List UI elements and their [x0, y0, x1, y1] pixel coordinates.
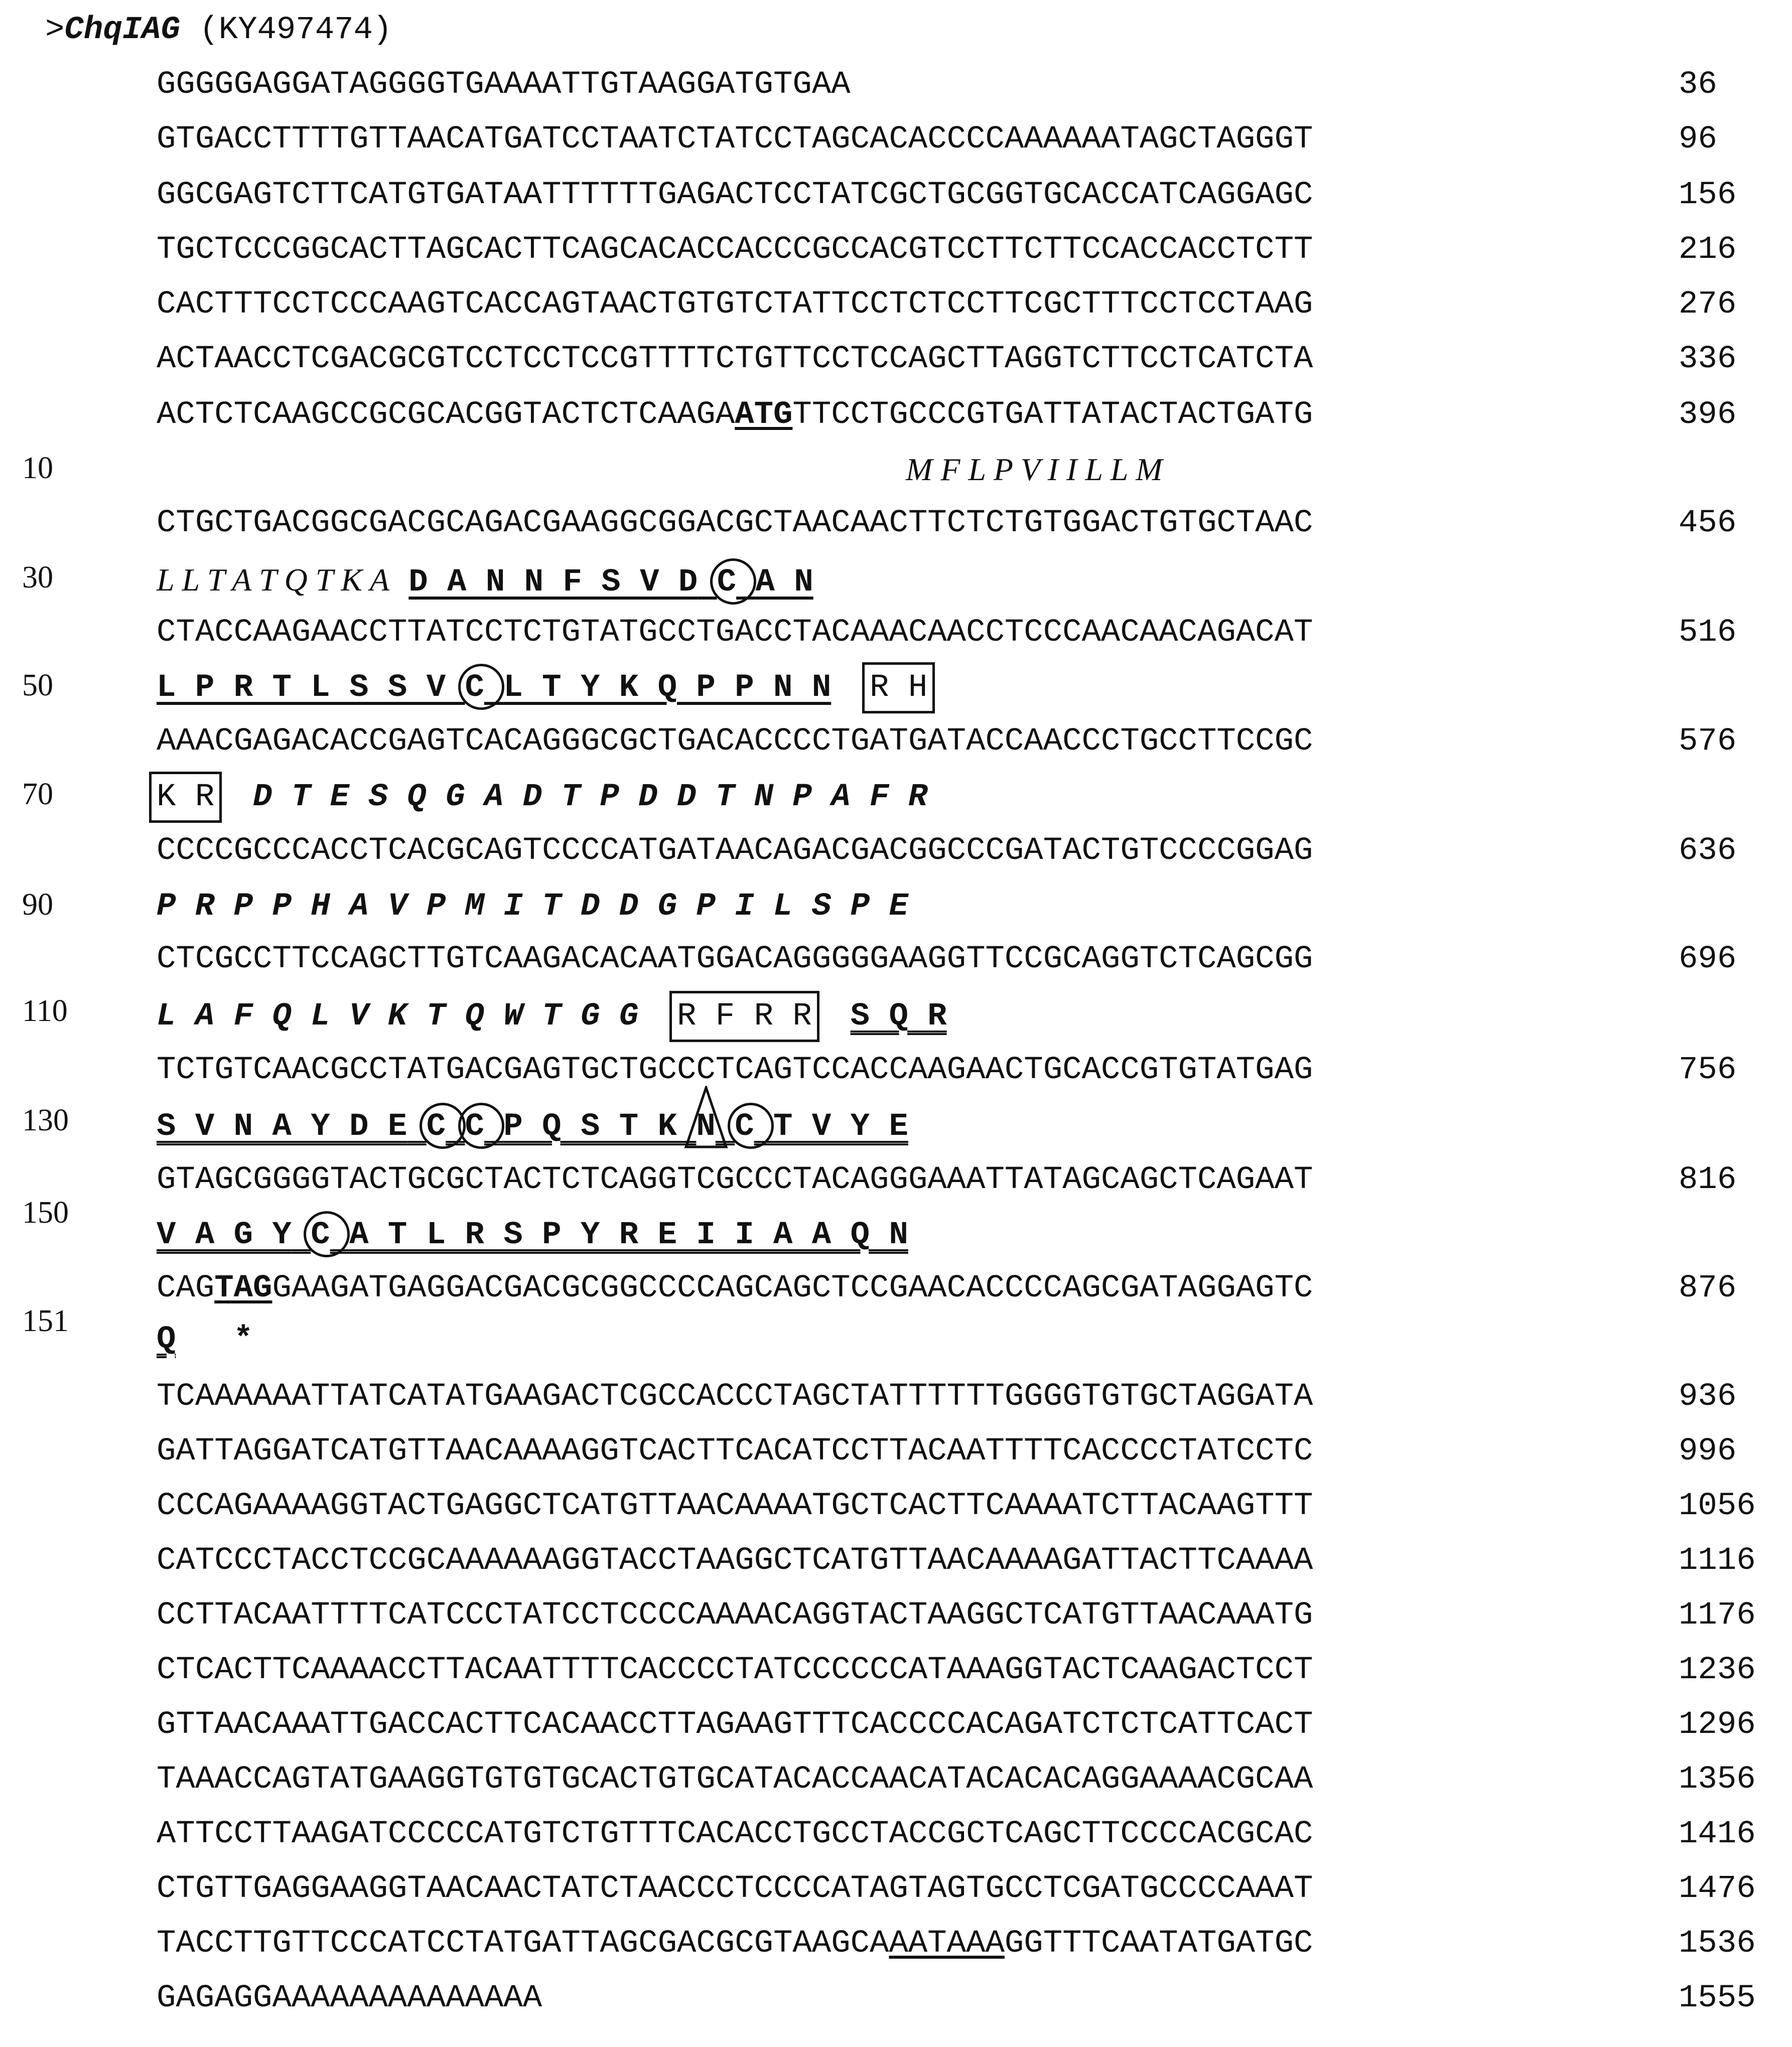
dna-line: CTCGCCTTCCAGCTTGTCAAGACACAATGGACAGGGGGAAGGTTCCGCAGGTCTCAGCGG — [157, 941, 1313, 977]
fasta-prefix: > — [45, 12, 65, 48]
nucleotide-count: 1555 — [1679, 1980, 1756, 2016]
cysteine-marker: C — [717, 564, 737, 601]
dna-line: TAAACCAGTATGAAGGTGTGTGCACTGTGCATACACCAACATACACACAGGAAAACGCAA — [157, 1762, 1313, 1798]
nucleotide-count: 876 — [1679, 1270, 1737, 1306]
cysteine-marker: C — [465, 670, 484, 706]
nucleotide-count: 396 — [1679, 397, 1737, 433]
domain-segment: A N — [755, 564, 813, 601]
nucleotide-count: 516 — [1679, 615, 1737, 651]
residue-position: 30 — [22, 560, 53, 595]
nucleotide-count: 1536 — [1679, 1926, 1756, 1962]
nucleotide-count: 996 — [1679, 1433, 1737, 1470]
start-codon: ATG — [735, 397, 793, 433]
nucleotide-count: 936 — [1679, 1379, 1737, 1415]
glycosylation-residue: N — [696, 1109, 716, 1145]
dna-line: AAACGAGACACCGAGTCACAGGGCGCTGACACCCCTGATGATACCAACCCTGCCTTCCGC — [157, 723, 1313, 760]
cysteine-marker: C — [465, 1109, 484, 1145]
cleavage-site-box: K R — [157, 779, 215, 815]
nucleotide-count: 156 — [1679, 177, 1737, 213]
dna-line: CTCACTTCAAAACCTTACAATTTTCACCCCTATCCCCCCATAAAGGTACTCAAGACTCCT — [157, 1652, 1313, 1688]
peptide-segment: T V Y E — [773, 1109, 908, 1145]
polyadenylation-signal: AATAAA — [889, 1926, 1005, 1962]
peptide-segment: A T L R S P Y R E I I A A Q N — [349, 1217, 908, 1253]
cysteine-marker: C — [735, 1109, 754, 1145]
cleavage-site-box: R H — [870, 670, 928, 706]
propeptide: P R P P H A V P M I T D D G P I L S P E — [157, 889, 908, 925]
nucleotide-count: 816 — [1679, 1162, 1737, 1198]
mature-peptide: S Q R — [850, 998, 947, 1035]
nucleotide-count: 1116 — [1679, 1543, 1756, 1579]
dna-line: CCTTACAATTTTCATCCCTATCCTCCCCAAAACAGGTACTAAGGCTCATGTTAACAAATG — [157, 1597, 1313, 1634]
dna-segment: CAG — [157, 1270, 215, 1306]
nucleotide-count: 636 — [1679, 833, 1737, 869]
dna-line: GATTAGGATCATGTTAACAAAAGGTCACTTCACATCCTTACAATTTTCACCCCTATCCTC — [157, 1433, 1313, 1470]
cleavage-site-box: R F R R — [676, 998, 812, 1035]
cysteine-marker: C — [311, 1217, 330, 1253]
dna-segment: ACTCTCAAGCCGCGCACGGTACTCTCAAGA — [157, 397, 735, 433]
peptide-segment: P Q S T K — [503, 1109, 677, 1145]
propeptide: L A F Q L V K T Q W T G G — [157, 998, 639, 1035]
dna-line-stop — [157, 1272, 1313, 1304]
mature-peptide — [157, 1219, 908, 1251]
nucleotide-count: 336 — [1679, 341, 1737, 377]
peptide-segment: V A G Y — [157, 1217, 292, 1253]
domain-segment: L P R T L S S V — [157, 670, 446, 706]
protein-line — [157, 781, 927, 813]
dna-line: GTTAACAAATTGACCACTTCACAACCTTAGAAGTTTCACCCCACAGATCTCTCATTCACT — [157, 1707, 1313, 1743]
dna-line: GGGGGAGGATAGGGGTGAAAATTGTAAGGATGTGAA — [157, 67, 851, 103]
nucleotide-count: 36 — [1679, 67, 1717, 103]
nucleotide-count: 216 — [1679, 232, 1737, 268]
protein-line — [157, 672, 927, 704]
dna-line: GTGACCTTTTGTTAACATGATCCTAATCTATCCTAGCACACCCCAAAAAATAGCTAGGGT — [157, 121, 1313, 158]
gene-name: ChqIAG — [64, 12, 180, 48]
dna-line-polya — [157, 1928, 1313, 1960]
dna-line: GGCGAGTCTTCATGTGATAATTTTTTGAGACTCCTATCGCTGCGGTGCACCATCAGGAGC — [157, 177, 1313, 213]
propeptide: D T E S Q G A D T P D D T N P A F R — [253, 779, 928, 815]
dna-line: CTACCAAGAACCTTATCCTCTGTATGCCTGACCTACAAACAACCTCCCAACAACAGACAT — [157, 615, 1313, 651]
dna-line: TCTGTCAACGCCTATGACGAGTGCTGCCCTCAGTCCACCAAGAACTGCACCGTGTATGAG — [157, 1052, 1313, 1088]
residue-position: 90 — [22, 888, 53, 922]
residue-position: 50 — [22, 668, 53, 702]
residue-position: 70 — [22, 777, 53, 811]
protein-line — [157, 1324, 253, 1356]
dna-line: ATTCCTTAAGATCCCCCATGTCTGTTTCACACCTGCCTACCGCTCAGCTTCCCCACGCAC — [157, 1816, 1313, 1852]
stop-codon: TAG — [214, 1270, 272, 1306]
mature-peptide: Q — [157, 1322, 176, 1358]
triangle-icon — [684, 1086, 728, 1149]
mature-peptide — [157, 1111, 908, 1143]
dna-segment: TTCCTGCCCGTGATTATACTACTGATG — [792, 397, 1313, 433]
dna-segment: TACCTTGTTCCCATCCTATGATTAGCGACGCGTAAGCA — [157, 1926, 889, 1962]
dna-line: GAGAGGAAAAAAAAAAAAAA — [157, 1980, 542, 2016]
residue-position: 110 — [22, 994, 68, 1028]
residue-position: 10 — [22, 451, 53, 485]
nucleotide-count: 696 — [1679, 941, 1737, 977]
nucleotide-count: 276 — [1679, 286, 1737, 323]
accession-number: (KY497474) — [180, 12, 392, 48]
signal-peptide: M F L P V I I L L M — [906, 452, 1163, 487]
dna-line: ACTAACCTCGACGCGTCCTCCTCCGTTTTCTGTTCCTCCAGCTTAGGTCTTCCTCATCTA — [157, 341, 1313, 377]
nucleotide-count: 1416 — [1679, 1816, 1756, 1852]
nucleotide-count: 1176 — [1679, 1597, 1756, 1634]
signal-peptide: L L T A T Q T K A — [157, 562, 389, 598]
nucleotide-count: 1476 — [1679, 1871, 1756, 1907]
residue-position: 130 — [22, 1103, 69, 1137]
nucleotide-count: 576 — [1679, 723, 1737, 760]
dna-line: CATCCCTACCTCCGCAAAAAAGGTACCTAAGGCTCATGTTAACAAAAGATTACTTCAAAA — [157, 1543, 1313, 1579]
domain-segment: D A N N F S V D — [408, 564, 698, 601]
dna-line-start — [157, 399, 1313, 431]
nucleotide-count: 1056 — [1679, 1488, 1756, 1524]
nucleotide-count: 1236 — [1679, 1652, 1756, 1688]
dna-line: CACTTTCCTCCCAAGTCACCAGTAACTGTGTCTATTCCTCTCCTTCGCTTTCCTCCTAAG — [157, 286, 1313, 323]
cysteine-marker: C — [426, 1109, 446, 1145]
nucleotide-count: 96 — [1679, 121, 1717, 158]
domain-sequence — [408, 564, 813, 601]
protein-line — [157, 564, 813, 599]
dna-line: TCAAAAAATTATCATATGAAGACTCGCCACCCTAGCTATTTTTTGGGGTGTGCTAGGATA — [157, 1379, 1313, 1415]
dna-segment: GAAGATGAGGACGACGCGGCCCCAGCAGCTCCGAACACCCCAGCGATAGGAGTC — [272, 1270, 1313, 1306]
dna-line: CCCAGAAAAGGTACTGAGGCTCATGTTAACAAAATGCTCACTTCAAAATCTTACAAGTTT — [157, 1488, 1313, 1524]
dna-segment: GGTTTCAATATGATGC — [1004, 1926, 1313, 1962]
sequence-header — [45, 14, 392, 46]
nucleotide-count: 1296 — [1679, 1707, 1756, 1743]
residue-position: 150 — [22, 1196, 69, 1230]
dna-line: CTGCTGACGGCGACGCAGACGAAGGCGGACGCTAACAACTTCTCTGTGGACTGTGCTAAC — [157, 505, 1313, 541]
dna-line: TGCTCCCGGCACTTAGCACTTCAGCACACCACCCGCCACGTCCTTCTTCCACCACCTCTT — [157, 232, 1313, 268]
dna-line: CCCCGCCCACCTCACGCAGTCCCCATGATAACAGACGACGGCCCGATACTGTCCCCGGAG — [157, 833, 1313, 869]
glycosylation-site-marker — [696, 1111, 715, 1143]
domain-segment: L T Y K Q P P N N — [503, 670, 832, 706]
dna-line: GTAGCGGGGTACTGCGCTACTCTCAGGTCGCCCTACAGGGAAATTATAGCAGCTCAGAAT — [157, 1162, 1313, 1198]
peptide-segment: S V N A Y D E — [157, 1109, 407, 1145]
nucleotide-count: 1356 — [1679, 1762, 1756, 1798]
dna-line: CTGTTGAGGAAGGTAACAACTATCTAACCCTCCCCATAGTAGTGCCTCGATGCCCCAAAT — [157, 1871, 1313, 1907]
residue-position: 151 — [22, 1304, 69, 1338]
stop-marker: * — [233, 1322, 253, 1358]
domain-sequence — [157, 670, 831, 706]
nucleotide-count: 756 — [1679, 1052, 1737, 1088]
nucleotide-count: 456 — [1679, 505, 1737, 541]
protein-line — [157, 1000, 947, 1033]
